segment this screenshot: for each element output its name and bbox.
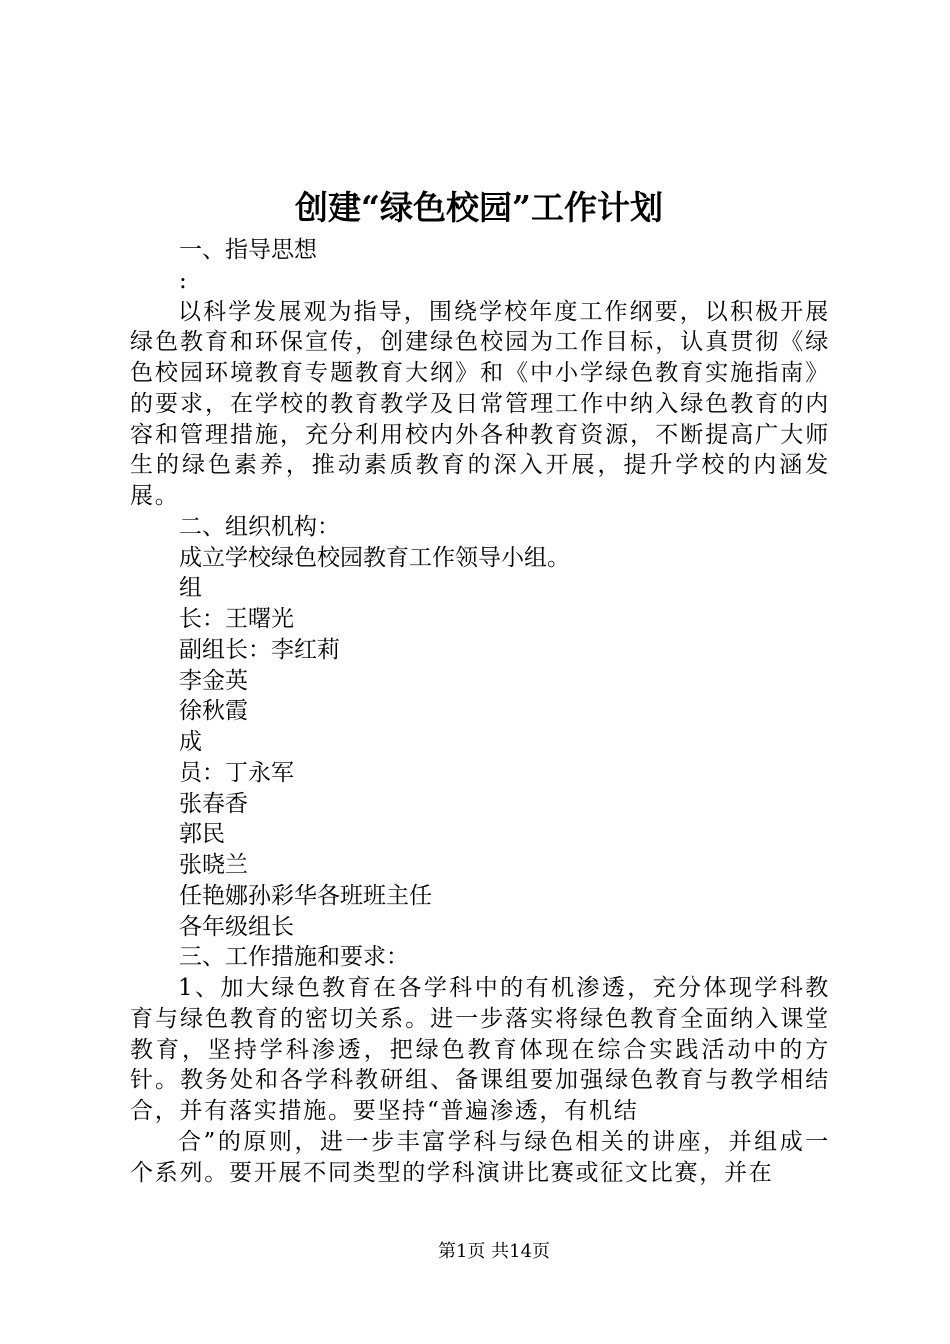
body-line: 二、组织机构：	[179, 513, 340, 540]
body-line: 长：王曙光	[179, 606, 294, 632]
body-line: 成立学校绿色校园教育工作领导小组。	[179, 544, 570, 571]
body-line: 张春香	[179, 790, 248, 817]
body-line: 组	[179, 575, 202, 602]
document-body	[130, 235, 830, 1188]
body-paragraph: 1、加大绿色教育在各学科中的有机渗透，充分体现学科教育与绿色教育的密切关系。进一步落实将绿色教育全面纳入课堂教育，坚持学科渗透，把绿色教育体现在综合实践活动中的方针。教务处和各学科教研组、备课组要加强绿色教育与教学相结合，并有落实措施。要坚持“普遍渗透，有机结	[130, 975, 830, 1124]
body-paragraph: 合”的原则，进一步丰富学科与绿色相关的讲座，并组成一个系列。要开展不同类型的学科演讲比赛或征文比赛，并在	[130, 1128, 830, 1186]
body-paragraph: 以科学发展观为指导，围绕学校年度工作纲要，以积极开展绿色教育和环保宣传，创建绿色校园为工作目标，认真贯彻《绿色校园环境教育专题教育大纲》和《中小学绿色教育实施指南》的要求，在学校的教育教学及日常管理工作中纳入绿色教育的内容和管理措施，充分利用校内外各种教育资源，不断提高广大师生的绿色素养，推动素质教育的深入开展，提升学校的内涵发展。	[130, 298, 830, 509]
body-line: 各年级组长	[179, 913, 294, 940]
body-line: :	[179, 267, 187, 294]
body-line: 徐秋霞	[179, 698, 248, 725]
body-line: 三、工作措施和要求：	[179, 944, 409, 971]
body-line: 张晓兰	[179, 852, 248, 878]
body-line: 一、指导思想	[179, 237, 317, 263]
body-line: 李金英	[179, 667, 248, 694]
document-title: 创建“绿色校园”工作计划	[295, 188, 663, 227]
body-line: 任艳娜孙彩华各班班主任	[179, 882, 432, 909]
page-footer: 第1页 共14页	[437, 1241, 551, 1262]
body-line: 副组长：李红莉	[179, 636, 340, 663]
body-line: 郭民	[179, 821, 225, 848]
body-line: 员：丁永军	[179, 759, 294, 786]
body-line: 成	[179, 729, 202, 755]
